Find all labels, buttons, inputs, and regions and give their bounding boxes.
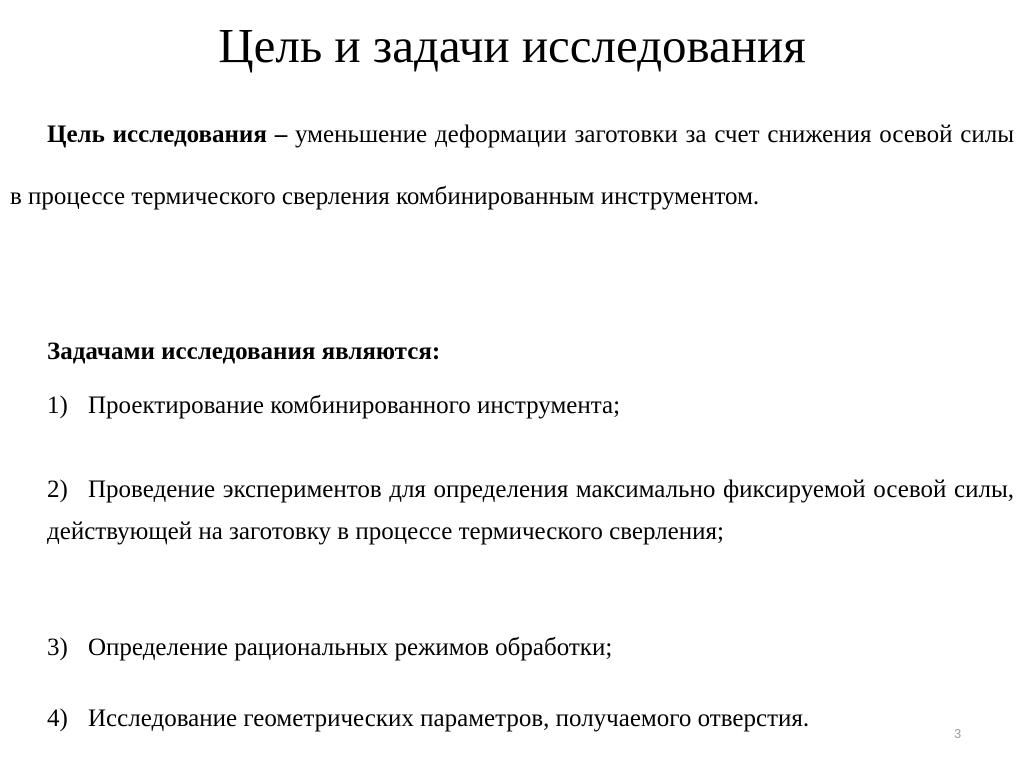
task-number: 3): [47, 634, 68, 661]
task-item: [47, 385, 1014, 427]
goal-paragraph: [10, 104, 1014, 228]
task-text: Проектирование комбинированного инструмента;: [88, 392, 621, 419]
task-text: Исследование геометрических параметров, получаемого отверстия.: [88, 705, 810, 732]
tasks-heading: Задачами исследования являются:: [47, 338, 441, 365]
goal-text: уменьшение деформации заготовки за счет снижения осевой силы в процессе термического сверления комбинированным инструментом.: [10, 121, 1015, 210]
task-item: [47, 627, 1014, 669]
task-number: 1): [47, 392, 68, 419]
task-item: [47, 469, 1014, 553]
goal-dash: –: [274, 121, 288, 148]
goal-label: Цель исследования: [47, 121, 267, 148]
slide-title: Цель и задачи исследования: [218, 18, 806, 73]
page-number: 3: [954, 726, 962, 741]
task-number: 2): [47, 476, 68, 503]
task-text: Определение рациональных режимов обработки;: [88, 634, 613, 661]
task-number: 4): [47, 705, 68, 732]
task-text: Проведение экспериментов для определения максимально фиксируемой осевой силы, действующей на заготовку в процессе термического сверления;: [47, 476, 1014, 545]
task-item: [47, 698, 1014, 740]
